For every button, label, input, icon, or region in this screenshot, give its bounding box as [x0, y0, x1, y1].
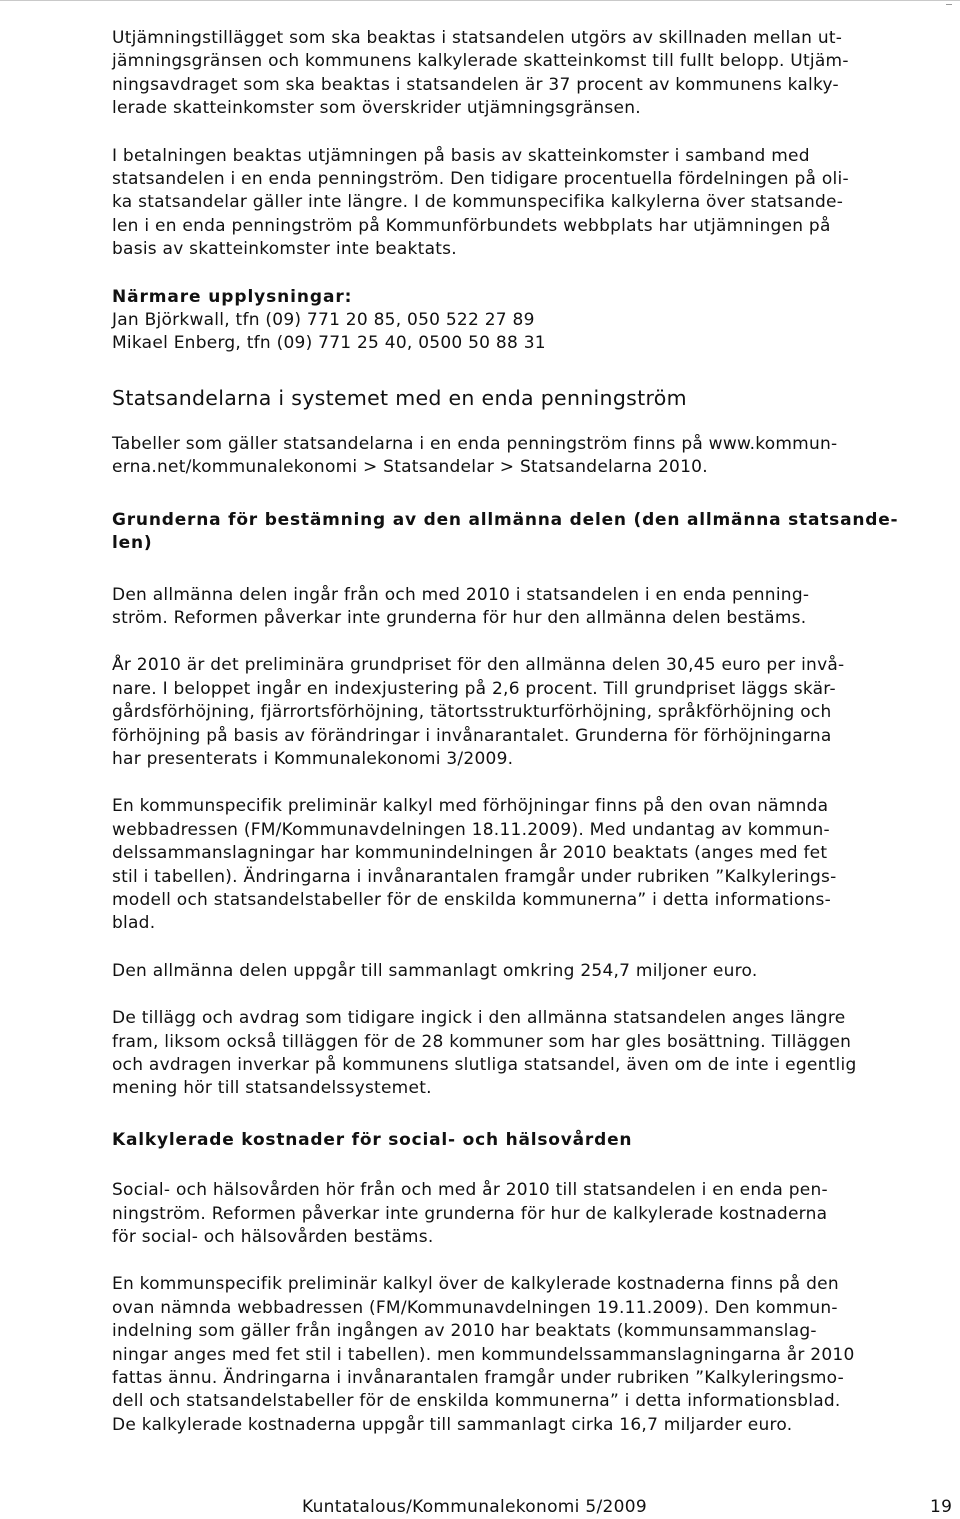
paragraph-general-4: [112, 960, 952, 983]
text-line: ström. Reformen påverkar inte grunderna för hur den allmänna delen bestäms.: [112, 607, 807, 628]
text-line: fattas ännu. Ändringarna i invånarantalen framgår under rubriken ”Kalkyleringsmo-: [112, 1368, 845, 1389]
contact-line: Jan Björkwall, tfn (09) 771 20 85, 050 522 27 89: [112, 310, 535, 331]
text-line: gårdsförhöjning, fjärrortsförhöjning, tätortsstrukturförhöjning, språkförhöjning och: [112, 702, 832, 723]
contact-block: [112, 286, 952, 356]
text-line: indelning som gäller från ingången av 2010 har beaktats (kommunsammanslag-: [112, 1321, 817, 1342]
text-line: len i en enda penningström på Kommunförbundets webbplats har utjämningen på: [112, 215, 831, 236]
top-rule: [0, 0, 960, 1]
text-line: ningström. Reformen påverkar inte grunderna för hur de kalkylerade kostnaderna: [112, 1203, 828, 1224]
corner-mark: [946, 4, 952, 5]
text-line: Social- och hälsovården hör från och med år 2010 till statsandelen i en enda pen-: [112, 1180, 828, 1201]
text-line: fram, liksom också tilläggen för de 28 kommuner som har gles bosättning. Tilläggen: [112, 1031, 852, 1052]
text-line: dell och statsandelstabeller för de enskilda kommunerna” i detta informationsblad.: [112, 1391, 841, 1412]
text-line: modell och statsandelstabeller för de enskilda kommunerna” i detta informations-: [112, 889, 832, 910]
heading-line: Grunderna för bestämning av den allmänna delen (den allmänna statsande-: [112, 509, 899, 530]
paragraph-general-1: [112, 584, 952, 631]
text-line: De kalkylerade kostnaderna uppgår till sammanlagt cirka 16,7 miljarder euro.: [112, 1414, 793, 1435]
heading-social: Kalkylerade kostnader för social- och hälsovården: [112, 1129, 633, 1150]
paragraph-general-2: [112, 654, 952, 771]
text-line: ningar anges med fet stil i tabellen). men kommundelssammanslagningarna år 2010: [112, 1344, 855, 1365]
heading-general: [112, 509, 952, 556]
page-body: [112, 27, 952, 1437]
text-line: statsandelen i en enda penningström. Den tidigare procentuella fördelningen på oli-: [112, 169, 849, 190]
text-line: och avdragen inverkar på kommunens slutliga statsandel, även om de inte i egentlig: [112, 1055, 857, 1075]
text-line: förhöjning på basis av förändringar i invånarantalet. Grunderna för förhöjningarna: [112, 725, 832, 746]
text-line: Utjämningstillägget som ska beaktas i statsandelen utgörs av skillnaden mellan ut-: [112, 28, 843, 48]
text-line: har presenterats i Kommunalekonomi 3/2009.: [112, 748, 514, 769]
contact-heading: Närmare upplysningar:: [112, 286, 353, 307]
text-line: basis av skatteinkomster inte beaktats.: [112, 239, 457, 260]
text-line: erna.net/kommunalekonomi > Statsandelar > Statsandelarna 2010.: [112, 457, 708, 478]
paragraph-equalization: [112, 27, 952, 121]
paragraph-social-1: [112, 1179, 952, 1249]
text-line: Tabeller som gäller statsandelarna i en enda penningström finns på www.kommun-: [112, 433, 838, 454]
paragraph-social-2: [112, 1273, 952, 1437]
text-line: för social- och hälsovården bestäms.: [112, 1227, 434, 1248]
footer-page-number: 19: [930, 1497, 953, 1517]
text-line: Den allmänna delen uppgår till sammanlagt omkring 254,7 miljoner euro.: [112, 960, 758, 981]
text-line: Den allmänna delen ingår från och med 2010 i statsandelen i en enda penning-: [112, 584, 810, 605]
text-line: År 2010 är det preliminära grundpriset för den allmänna delen 30,45 euro per invå-: [112, 655, 845, 676]
text-line: ningsavdraget som ska beaktas i statsandelen är 37 procent av kommunens kalky-: [112, 74, 839, 95]
section-title: Statsandelarna i systemet med en enda penningström: [112, 385, 687, 410]
text-line: ovan nämnda webbadressen (FM/Kommunavdelningen 19.11.2009). Den kommun-: [112, 1297, 838, 1318]
paragraph-payment: [112, 145, 952, 262]
text-line: jämningsgränsen och kommunens kalkylerade skatteinkomst till fullt belopp. Utjäm-: [112, 51, 849, 72]
text-line: mening hör till statsandelssystemet.: [112, 1078, 432, 1099]
text-line: En kommunspecifik preliminär kalkyl med förhöjningar finns på den ovan nämnda: [112, 796, 829, 817]
paragraph-general-5: [112, 1007, 952, 1101]
text-line: stil i tabellen). Ändringarna i invånarantalen framgår under rubriken ”Kalkylerings-: [112, 866, 837, 887]
paragraph-general-3: [112, 795, 952, 935]
text-line: En kommunspecifik preliminär kalkyl över de kalkylerade kostnaderna finns på den: [112, 1274, 839, 1295]
text-line: delssammanslagningar har kommunindelningen år 2010 beaktats (anges med fet: [112, 843, 828, 864]
text-line: lerade skatteinkomster som överskrider utjämningsgränsen.: [112, 98, 641, 119]
contact-line: Mikael Enberg, tfn (09) 771 25 40, 0500 50 88 31: [112, 333, 546, 354]
text-line: De tillägg och avdrag som tidigare ingick i den allmänna statsandelen anges längre: [112, 1008, 846, 1029]
heading-line: len): [112, 533, 153, 554]
text-line: ka statsandelar gäller inte längre. I de kommunspecifika kalkylerna över statsande-: [112, 192, 844, 213]
footer-journal-title: Kuntatalous/Kommunalekonomi 5/2009: [302, 1497, 647, 1517]
text-line: nare. I beloppet ingår en indexjustering på 2,6 procent. Till grundpriset läggs skär-: [112, 678, 836, 699]
paragraph-tables: [112, 433, 952, 480]
text-line: webbadressen (FM/Kommunavdelningen 18.11.2009). Med undantag av kommun-: [112, 819, 830, 840]
text-line: blad.: [112, 913, 156, 934]
text-line: I betalningen beaktas utjämningen på basis av skatteinkomster i samband med: [112, 145, 810, 166]
